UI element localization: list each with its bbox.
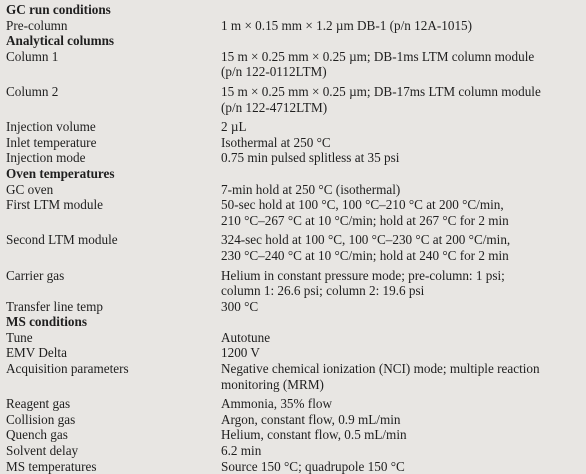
row-label: Second LTM module [6,232,118,248]
row-value-line: 7-min hold at 250 °C (isothermal) [221,181,401,197]
row-value-line: 15 m × 0.25 mm × 0.25 µm; DB-1ms LTM column module [221,48,535,64]
row-value-line: Isothermal at 250 °C [221,134,331,150]
row-label: Tune [6,329,33,345]
row-value [221,427,586,443]
row-label: Column 2 [6,83,59,99]
row-label: Column 1 [6,48,59,64]
table-row-collision-gas [6,412,586,428]
row-label: Injection mode [6,150,86,166]
row-label: Solvent delay [6,443,79,459]
section-heading-analytical-columns: Analytical columns [6,33,115,49]
table-row-gc-oven [6,182,586,198]
row-label: First LTM module [6,197,103,213]
row-value-line: 2 µL [221,119,247,135]
table-row-first-ltm-module [6,197,586,228]
table-row-tune [6,330,586,346]
row-label: EMV Delta [6,345,67,361]
row-label: Quench gas [6,427,68,443]
row-value-line: column 1: 26.6 psi; column 2: 19.6 psi [221,283,425,299]
table-row-reagent-gas [6,396,586,412]
table-row-column-1 [6,49,586,80]
row-label: Reagent gas [6,396,71,412]
row-value-line: 1200 V [221,345,260,361]
row-label: MS temperatures [6,458,97,474]
row-value-line: 0.75 min pulsed splitless at 35 psi [221,150,400,166]
row-label: Collision gas [6,411,76,427]
row-value-line: (p/n 122-0112LTM) [221,64,327,80]
section-heading-ms-conditions: MS conditions [6,314,87,330]
row-value [221,361,586,392]
table-row-quench-gas [6,427,586,443]
table-row-emv-delta [6,345,586,361]
row-label: Acquisition parameters [6,361,129,377]
row-value [221,443,586,459]
row-label: GC oven [6,181,54,197]
row-value [221,197,586,228]
table-row-solvent-delay [6,443,586,459]
row-value-line: Ammonia, 35% flow [221,396,332,412]
row-label: Injection volume [6,119,96,135]
row-label: Carrier gas [6,267,65,283]
row-value-line: Autotune [221,329,271,345]
table-row-second-ltm-module [6,232,586,263]
table-row-carrier-gas [6,268,586,299]
row-value [221,232,586,263]
row-value-line: 50-sec hold at 100 °C, 100 °C–210 °C at 200 °C/min, [221,197,504,213]
row-value [221,135,586,151]
table-row-transfer-line-temp [6,299,586,315]
row-label: Transfer line temp [6,298,103,314]
row-value-line: 15 m × 0.25 mm × 0.25 µm; DB-17ms LTM column module [221,83,541,99]
row-value [221,84,586,115]
row-value [221,412,586,428]
row-value-line: monitoring (MRM) [221,376,324,392]
row-value-line: 300 °C [221,298,259,314]
row-value [221,345,586,361]
row-value-line: 230 °C–240 °C at 10 °C/min; hold at 240 °C for 2 min [221,247,509,263]
row-value-line: Argon, constant flow, 0.9 mL/min [221,411,401,427]
row-value-line: 324-sec hold at 100 °C, 100 °C–230 °C at 200 °C/min, [221,232,511,248]
row-value-line: Negative chemical ionization (NCI) mode; multiple reaction [221,361,540,377]
row-value [221,268,586,299]
row-value [221,119,586,135]
table-row-injection-volume [6,119,586,135]
table-row-ms-temperatures [6,459,586,474]
row-value [221,330,586,346]
row-label: Pre-column [6,17,68,33]
row-value [221,150,586,166]
row-value [221,49,586,80]
row-value [221,182,586,198]
table-row-injection-mode [6,150,586,166]
row-value [221,396,586,412]
row-value-line: 1 m × 0.15 mm × 1.2 µm DB-1 (p/n 12A-1015) [221,17,473,33]
row-value [221,18,586,34]
table-row-pre-column [6,18,586,34]
table-row-acquisition-parameters [6,361,586,392]
row-value-line: 6.2 min [221,443,262,459]
section-heading-oven-temperatures: Oven temperatures [6,165,115,181]
row-value-line: 210 °C–267 °C at 10 °C/min; hold at 267 °C for 2 min [221,212,509,228]
table-row-column-2 [6,84,586,115]
section-heading-gc-run-conditions: GC run conditions [6,2,111,17]
row-label: Inlet temperature [6,134,97,150]
row-value [221,459,586,474]
row-value-line: Source 150 °C; quadrupole 150 °C [221,458,405,474]
row-value-line: (p/n 122-4712LTM) [221,99,328,115]
table-row-inlet-temperature [6,135,586,151]
row-value-line: Helium, constant flow, 0.5 mL/min [221,427,407,443]
row-value-line: Helium in constant pressure mode; pre-column: 1 psi; [221,267,505,283]
row-value [221,299,586,315]
